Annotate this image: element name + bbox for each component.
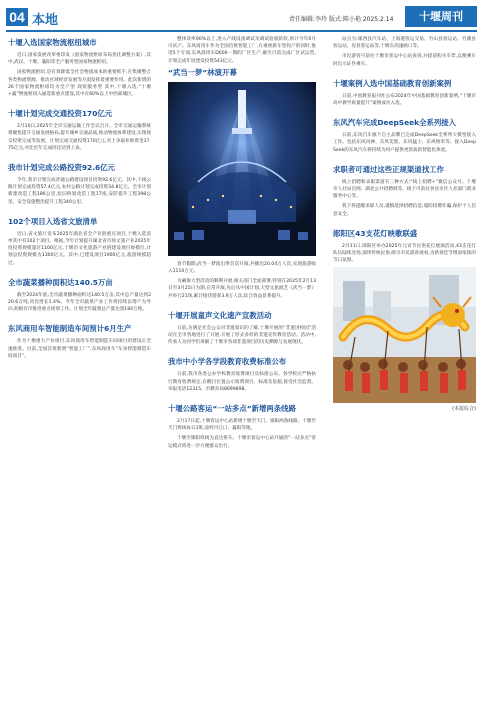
headline: 东风汽车完成DeepSeek全系列接入 (333, 118, 457, 128)
headline: 我市中小学各学段教育收费标准公布 (168, 357, 287, 367)
paragraph: 今年,我市计划完成普通公路建设项目投资92.6亿元。其中,干线公路计划完成投资57.4亿元,农村公路计划完成投资34.8亿元。全市计划新建改造工程186公里,危旧桥梁改造工程17座,安防提升工程398公里。安全设施整治提升工程340公里。 (8, 178, 151, 205)
paragraph: 日前,我市各类公办学校教育收费项目及标准公布。各学校应严格执行教育收费规定,在醒目位置公示收费项目、标准及依据,接受社会监督。举报电话12315、市教育局8699898。 (168, 372, 316, 392)
column-left (8, 36, 151, 363)
dragon-lantern-illustration (333, 267, 476, 403)
headline: 102个项目入选省文旅清单 (8, 216, 98, 226)
paragraph: 线上招聘和求职渠道有三种方式:“线上招聘+”微信公众号、十堰市人社局官网、湖北公共招聘网等。线下可前往各县市区人社部门就业服务中心等。 (333, 179, 476, 200)
night-stage-illustration (168, 82, 316, 256)
source-credit: (本报综合) (452, 406, 476, 413)
paragraph: 日前,为满足社会公众对非遗知识的了解,十堰开展的“非遗进校园”活动在全市各地进行了开展,开展了形式多样的非遗宣传教育活动。活动中,传承人为同学们讲解了十堰市各项非遗项目的历史渊源与发展现状。 (168, 325, 316, 346)
paragraph: 国家物流枢纽,是有效降低全社会物流成本的重要抓手,在集聚整合各类物流资源、推动区域经济发展等方面发挥着重要作用。此次新增的26个国家物流枢纽均为全产型 商贸服务型 其中,十堰入选,“十堰+襄”物流枢纽入通选新重点建设,其中在60%以上中西部城区。 (8, 70, 151, 98)
paragraph: 市民游客可前往十堰市客运中心站查询,并提前购买车票,以便乘车时出示证件乘车。 (333, 54, 476, 67)
page-header (6, 6, 477, 28)
page-number-badge: 04 (6, 8, 28, 26)
paragraph: 整体效率90%以上,进入产线设备调试及调试验收阶段,预计今年6月可试产。东风商用车作为全国首批智能工厂,在重视新车型投产的同时,推进5个专项,东风商用车D600一期的厂区生产,截至目前完成厂区试运营,计划完成年度建设投资543亿元。 (168, 37, 316, 64)
headline: 十堰案例入选中国基础教育创新案例 (333, 78, 452, 88)
paragraph: 2月17日起,十堰客运中心站新增十堰至天门、郧阳两条线路。十堰至天门班线每日1班,途经丹江口、襄阳等地。 (168, 419, 316, 432)
paragraph: 日前,中国教育报刊社公布2024年中国基础教育创新案例,“十堰市高中教学质量提升”案例成功入选。 (333, 93, 476, 107)
headline: 求职者可通过这些正规渠道找工作 (333, 164, 444, 174)
paragraph: 日前,东风汽车旗下自主品牌已完成DeepSeek全系列大模型接入工作。包括东风风神、东风奕派、东风猛士、东风纳米等。接入DeepSeek的东风汽车将持续为用户提供更优质的智能化体验。 (333, 133, 476, 153)
paragraph: 春节假期,武当一梦演出季首次开演,共播出20.04万人次,实现旅游收入1110万元。 (168, 261, 316, 275)
paragraph: 我下班提醒求职人员,谨慎选择招聘信息,谨防招聘诈骗,保护个人信息安全。 (333, 204, 476, 217)
masthead-logo: 十堰周刊 (405, 6, 477, 27)
column-middle (168, 36, 316, 453)
headline: 十堰入选国家物流枢纽城市 (8, 38, 97, 47)
paragraph: 近日,国家发展改革委印发《国家物流枢纽布局优化调整方案》,其中,武汉、十堰、襄阳等全产服务型国家物流枢纽。 (8, 53, 151, 66)
paragraph: 十堰至郧阳班线为直达班车。十堰市客运中心站开通的“一站多点”客运模式将进一步方便群众出行。 (168, 436, 316, 449)
paragraph: 为确保大型活动的顺利开展,相关部门全面部署,特别在2025年2月13日至3月25日为期,在常开演,先后从中国计划,大型文旅演艺《武当一梦》共举行21场,累计接待游客3.9万人次,综合效益显著提升。 (168, 279, 316, 299)
photo-caption-headline: “武当一梦”林演开幕 (168, 67, 237, 77)
paragraph: 作为十堰重大产业项目,东风商用车智能制造车间项目的建设正全速推进。目前,全国首批新增“智能工厂”,东风商用车“车身智能制造车间项目”。 (8, 339, 151, 359)
column-right (333, 36, 476, 412)
headline: 十堰公路客运“一站多点”新增两条线路 (168, 404, 296, 414)
paragraph: 2月11日,郧阳区举办2025年元宵节民俗花灯展演活动,43支花灯队伍陆续登场,演绎传统民俗,吸引市民游客观看,为新春佳节增添浓浓的节日氛围。 (333, 243, 476, 264)
wudang-show-photo (168, 82, 316, 256)
headline: 郧阳区43支花灯映歌联盛 (333, 228, 418, 238)
paragraph: 2月10日,2025年全市交通运输工作会议召开。全市交通运输系统将聚焦提升交通发展格局,提升城乡交通品质,推动物流体系建设,实现现交投资完成等发展。计划完成交通投资170亿元,对上争取补助资金37.75亿元,对比近年完成同比达到上表。 (8, 124, 151, 151)
headline: 十堰计划完成交通投资170亿元 (8, 109, 113, 119)
headline: 十堰开展童声文化遗产宣教活动 (168, 310, 272, 320)
headline: 东风商用车智能制造车间预计6月生产 (8, 324, 132, 334)
lantern-parade-photo (333, 267, 476, 403)
headline: 我市计划完成公路投资92.6亿元 (8, 163, 115, 173)
paragraph: 站点为:郧西县汽车站、上海港客运交易、竹山县客运站、竹溪县客运站、房县客运站等,十堰东高速路口等。 (333, 37, 476, 50)
headline: 全市蔬菜播种面积达140.5万亩 (8, 277, 113, 287)
header-rule (6, 30, 477, 32)
paragraph: 近日,省文旅厅发布2025年湖北省全产业链重点项目,十堰入选清单其中有102个项目。根据,今年计划提升湖北省市场文旅产业2025年度投资规模超过1100亿元,十堰市文化旅游产业链建设项目规模位,计划总投资规模为1300亿元。其中,已建设项目1900亿元,旅游规模超过。 (8, 231, 151, 266)
section-label: 本地 (32, 13, 59, 28)
paragraph: 截至2024年底,全市蔬菜播种面积达140.5万亩,其中总产量达到220.6万吨,同比增长1.4%。今年全市蔬菜产业工作将持续以增产为导向,积极有序推进重点规划工作。计划全年蔬菜总产量达到184万吨。 (8, 292, 151, 313)
editor-info: 责任编辑:李玲 版式:陈小艳 2025.2.14 (289, 16, 394, 23)
